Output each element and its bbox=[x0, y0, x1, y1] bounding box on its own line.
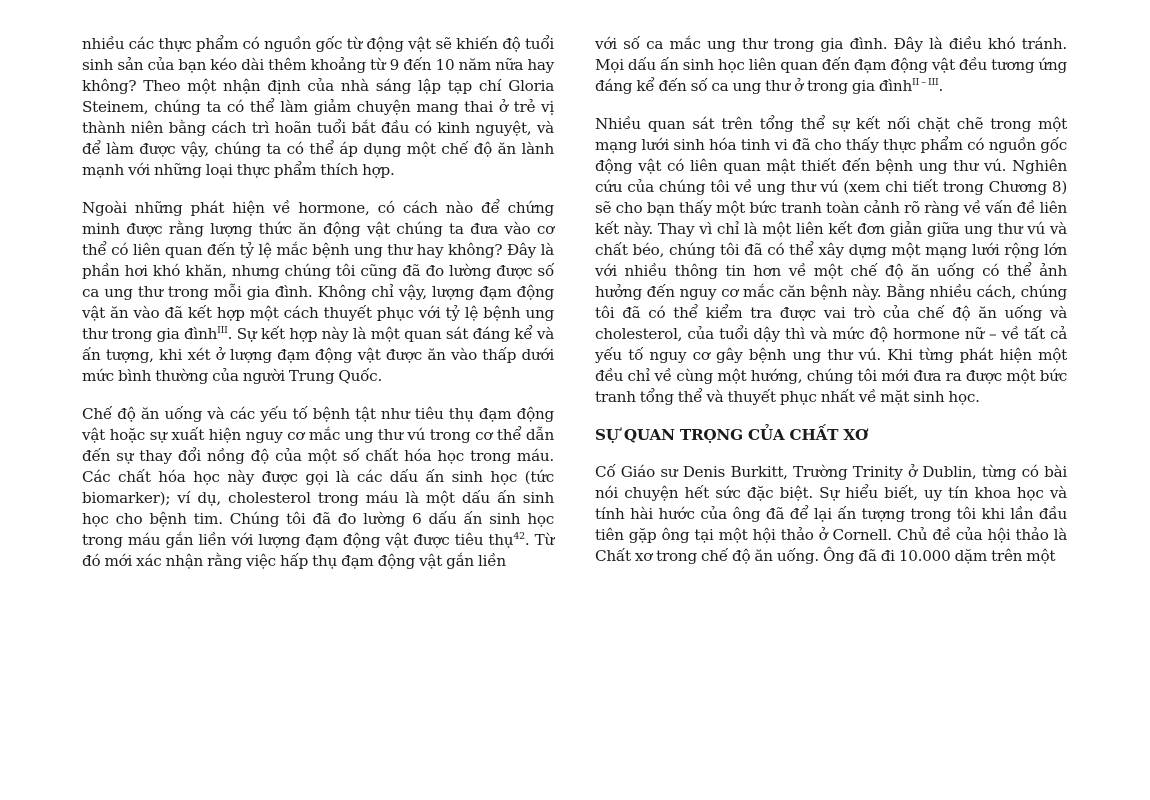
paragraph-text: Cố Giáo sư Denis Burkitt, Trường Trinity ở Dublin, từng có bài nói chuyện hết sức đặc biệt. Sự hiểu biết, uy tín khoa học và tính hài hước của ông đã để lại ấn tượng trong tôi khi lần đầu tiên gặp ông tại một hội thảo ở Cornell. Chủ đề của hội thảo là Chất xơ trong chế độ ăn uống. Ông đã đi 10.000 dặm trên một bbox=[595, 463, 1067, 565]
paragraph-text: với số ca mắc ung thư trong gia đình. Đây là điều khó tránh. Mọi dấu ấn sinh học liên quan đến đạm động vật đều tương ứng đáng kể đến số ca ung thư ở trong gia đình bbox=[595, 35, 1067, 95]
left-column bbox=[82, 34, 554, 589]
paragraph bbox=[82, 34, 554, 181]
paragraph-text: . Sự kết hợp này là một quan sát đáng kể và ấn tượng, khi xét ở lượng đạm động vật được ăn vào thấp dưới mức bình thường của người Trung Quốc. bbox=[82, 325, 554, 385]
paragraph-text: Chế độ ăn uống và các yếu tố bệnh tật như tiêu thụ đạm động vật hoặc sự xuất hiện nguy cơ mắc ung thư vú trong cơ thể dẫn đến sự thay đổi nồng độ của một số chất hóa học trong máu. Các chất hóa học này được gọi là các dấu ấn sinh học (tức biomarker); ví dụ, cholesterol trong máu là một dấu ấn sinh học cho bệnh tim. Chúng tôi đã đo lường 6 dấu ấn sinh học trong máu gắn liền với lượng đạm động vật được tiêu thụ bbox=[82, 405, 554, 549]
right-column bbox=[595, 34, 1067, 584]
footnote-ref[interactable]: III bbox=[217, 325, 228, 336]
section-heading: SỰ QUAN TRỌNG CỦA CHẤT XƠ bbox=[595, 426, 868, 444]
paragraph bbox=[82, 404, 554, 572]
paragraph-text: nhiều các thực phẩm có nguồn gốc từ động vật sẽ khiến độ tuổi sinh sản của bạn kéo dài thêm khoảng từ 9 đến 10 năm nữa hay không? Theo một nhận định của nhà sáng lập tạp chí Gloria Steinem, chúng ta có thể làm giảm chuyện mang thai ở trẻ vị thành niên bằng cách trì hoãn tuổi bắt đầu có kinh nguyệt, và để làm được vậy, chúng ta có thể áp dụng một chế độ ăn lành mạnh với những loại thực phẩm thích hợp. bbox=[82, 35, 554, 179]
paragraph bbox=[595, 34, 1067, 97]
footnote-ref[interactable]: II – III bbox=[911, 77, 939, 88]
paragraph-text: . Từ đó mới xác nhận rằng việc hấp thụ đạm động vật gắn liền bbox=[82, 531, 554, 570]
paragraph-text: Nhiều quan sát trên tổng thể sự kết nối chặt chẽ trong một mạng lưới sinh hóa tinh vi đã cho thấy thực phẩm có nguồn gốc động vật có liên quan mật thiết đến bệnh ung thư vú. Nghiên cứu của chúng tôi về ung thư vú (xem chi tiết trong Chương 8) sẽ cho bạn thấy một bức tranh toàn cảnh rõ ràng về vấn đề liên kết này. Thay vì chỉ là một liên kết đơn giản giữa ung thư vú và chất béo, chúng tôi đã có thể xây dựng một mạng lưới rộng lớn với nhiều thông tin hơn về một chế độ ăn uống có thể ảnh hưởng đến nguy cơ mắc căn bệnh này. Bằng nhiều cách, chúng tôi đã có thể kiểm tra được vai trò của chế độ ăn uống và cholesterol, của tuổi dậy thì và mức độ hormone nữ – về tất cả yếu tố nguy cơ gây bệnh ung thư vú. Khi từng phát hiện một đều chỉ về cùng một hướng, chúng tôi mới đưa ra được một bức tranh tổng thể và thuyết phục nhất về mặt sinh học. bbox=[595, 115, 1067, 406]
paragraph-text: Ngoài những phát hiện về hormone, có cách nào để chứng minh được rằng lượng thức ăn động vật chúng ta đưa vào cơ thể có liên quan đến tỷ lệ mắc bệnh ung thư hay không? Đây là phần hơi khó khăn, nhưng chúng tôi cũng đã đo lường được số ca ung thư trong mỗi gia đình. Không chỉ vậy, lượng đạm động vật ăn vào đã kết hợp một cách thuyết phục với tỷ lệ bệnh ung thư trong gia đình bbox=[82, 199, 554, 343]
paragraph bbox=[82, 198, 554, 387]
paragraph bbox=[595, 114, 1067, 408]
paragraph bbox=[595, 462, 1067, 567]
paragraph-text: . bbox=[938, 77, 944, 95]
footnote-ref[interactable]: 42 bbox=[513, 531, 525, 542]
